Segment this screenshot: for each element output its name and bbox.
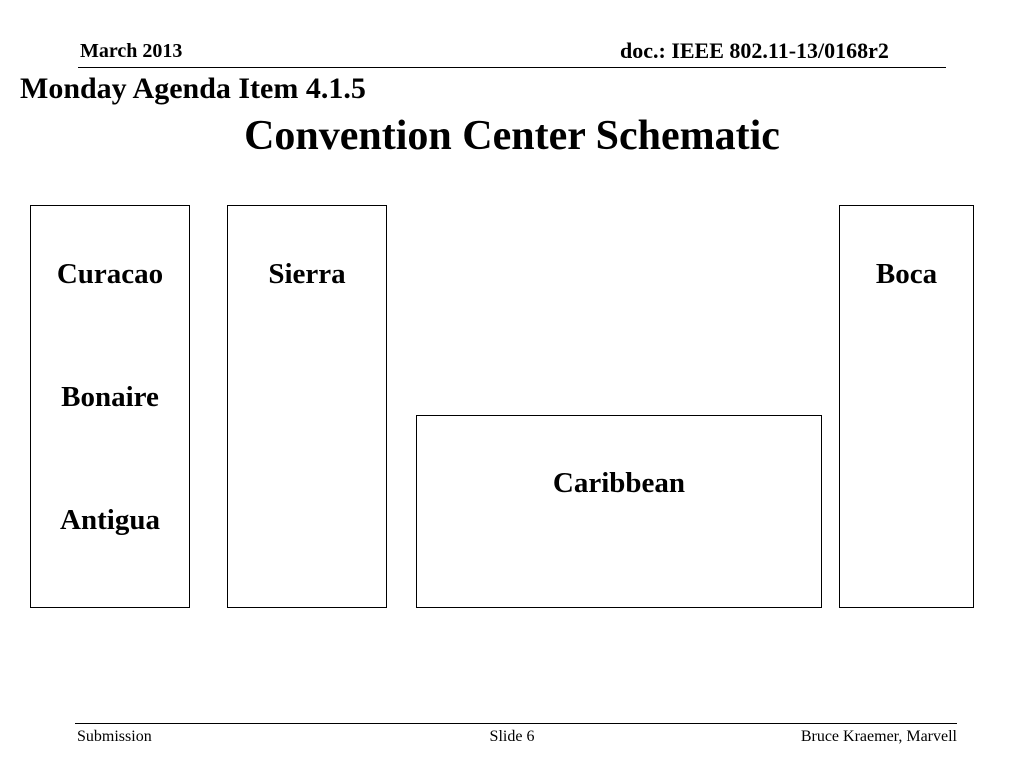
footer-divider	[75, 723, 957, 724]
room-label-caribbean: Caribbean	[552, 467, 686, 499]
agenda-item: Monday Agenda Item 4.1.5	[20, 72, 366, 105]
room-west-block	[30, 205, 190, 608]
room-label-boca: Boca	[875, 258, 938, 290]
room-label-sierra: Sierra	[268, 258, 346, 290]
header-doc-id: doc.: IEEE 802.11-13/0168r2	[620, 38, 889, 63]
room-boca	[839, 205, 974, 608]
room-caribbean	[416, 415, 822, 608]
room-sierra	[227, 205, 387, 608]
footer-author: Bruce Kraemer, Marvell	[800, 728, 957, 745]
footer-submission: Submission	[77, 728, 152, 745]
header-divider	[78, 67, 946, 68]
room-label-bonaire: Bonaire	[61, 381, 159, 413]
room-label-curacao: Curacao	[56, 258, 164, 290]
room-label-antigua: Antigua	[60, 504, 160, 536]
header-date: March 2013	[80, 40, 183, 62]
slide-title: Convention Center Schematic	[244, 113, 780, 159]
footer-slide-number: Slide 6	[489, 728, 535, 745]
